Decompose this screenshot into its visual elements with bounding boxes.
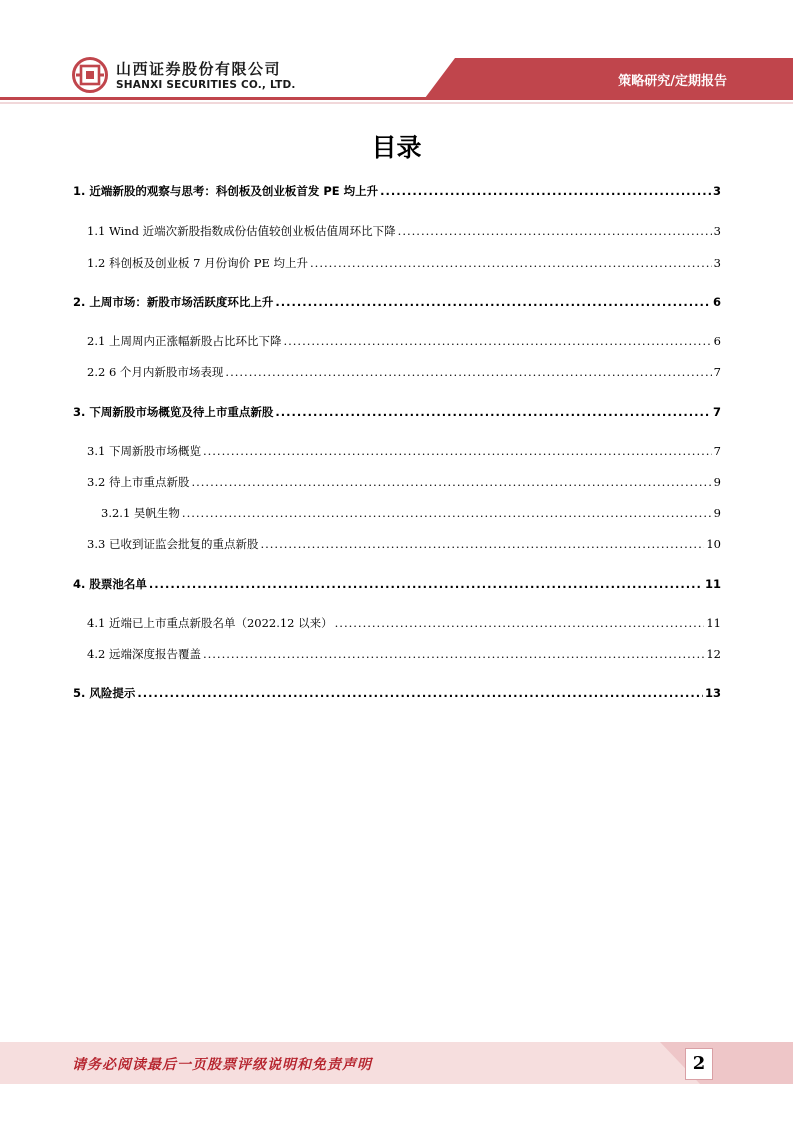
report-type-label: 策略研究/定期报告	[618, 74, 727, 89]
toc-entry-label: 2.2 6 个月内新股市场表现	[87, 365, 224, 379]
shanxi-securities-logo-icon	[72, 57, 108, 93]
toc-leader-dots	[275, 405, 711, 419]
toc-entry-label: 1. 近端新股的观察与思考：科创板及创业板首发 PE 均上升	[73, 184, 379, 198]
toc-entry-label: 3.2 待上市重点新股	[87, 475, 190, 489]
toc-leader-dots	[275, 295, 711, 309]
toc-entry[interactable]	[73, 294, 721, 310]
toc-entry-page: 9	[713, 475, 721, 489]
toc-entry-page: 3	[713, 224, 721, 238]
disclaimer-text: 请务必阅读最后一页股票评级说明和免责声明	[72, 1057, 372, 1073]
toc-entry-page: 3	[713, 256, 721, 270]
toc-entry-page: 9	[713, 506, 721, 520]
toc-entry-label: 4.1 近端已上市重点新股名单（2022.12 以来）	[87, 616, 333, 630]
toc-entry[interactable]	[73, 685, 721, 701]
toc-leader-dots	[335, 616, 705, 630]
toc-entry-page: 11	[706, 616, 721, 630]
toc-entry[interactable]	[73, 576, 721, 592]
toc-entry-label: 1.2 科创板及创业板 7 月份询价 PE 均上升	[87, 256, 309, 270]
toc-leader-dots	[149, 577, 703, 591]
toc-leader-dots	[137, 686, 703, 700]
toc-entry[interactable]	[87, 646, 721, 662]
header-band	[0, 0, 793, 110]
company-name-cn: 山西证券股份有限公司	[116, 60, 282, 78]
toc-leader-dots	[225, 365, 711, 379]
toc-entry[interactable]	[87, 255, 721, 271]
toc-entry-label: 3.3 已收到证监会批复的重点新股	[87, 537, 259, 551]
toc-entry[interactable]	[101, 505, 721, 521]
toc-leader-dots	[380, 184, 711, 198]
toc-entry-page: 12	[706, 647, 721, 661]
toc-entry-label: 4.2 远端深度报告覆盖	[87, 647, 201, 661]
toc-entry-label: 1.1 Wind 近端次新股指数成份估值较创业板估值周环比下降	[87, 224, 396, 238]
toc-entry[interactable]	[87, 615, 721, 631]
toc-entry-label: 3.1 下周新股市场概览	[87, 444, 201, 458]
toc-entry-page: 11	[704, 577, 721, 591]
toc-entry-page: 3	[712, 184, 721, 198]
toc-entry-label: 3.2.1 昊帆生物	[101, 506, 180, 520]
toc-leader-dots	[398, 224, 712, 238]
page-number: 2	[685, 1048, 713, 1080]
toc-entry-label: 4. 股票池名单	[73, 577, 147, 591]
toc-leader-dots	[310, 256, 712, 270]
toc-entry-label: 2. 上周市场：新股市场活跃度环比上升	[73, 295, 274, 309]
toc-leader-dots	[203, 647, 704, 661]
toc-entry-page: 10	[706, 537, 721, 551]
toc-leader-dots	[182, 506, 712, 520]
toc-entry-page: 6	[713, 334, 721, 348]
toc-entry[interactable]	[73, 404, 721, 420]
company-name-en: SHANXI SECURITIES CO., LTD.	[116, 79, 296, 91]
toc-entry[interactable]	[87, 536, 721, 552]
toc-entry[interactable]	[87, 223, 721, 239]
toc-entry[interactable]	[73, 183, 721, 199]
toc-leader-dots	[191, 475, 711, 489]
page-title: 目录	[371, 133, 422, 162]
toc-entry-page: 7	[712, 405, 721, 419]
toc-entry[interactable]	[87, 474, 721, 490]
toc-leader-dots	[203, 444, 712, 458]
toc-entry[interactable]	[87, 333, 721, 349]
toc-entry-page: 6	[712, 295, 721, 309]
toc-entry-label: 5. 风险提示	[73, 686, 136, 700]
toc-entry-page: 13	[704, 686, 721, 700]
toc-entry-page: 7	[713, 444, 721, 458]
toc-entry-page: 7	[713, 365, 721, 379]
toc-entry[interactable]	[87, 443, 721, 459]
page-header	[0, 0, 793, 110]
toc-entry-label: 2.1 上周周内正涨幅新股占比环比下降	[87, 334, 282, 348]
toc-leader-dots	[283, 334, 711, 348]
toc-leader-dots	[260, 537, 704, 551]
toc-entry[interactable]	[87, 364, 721, 380]
toc-entry-label: 3. 下周新股市场概览及待上市重点新股	[73, 405, 274, 419]
